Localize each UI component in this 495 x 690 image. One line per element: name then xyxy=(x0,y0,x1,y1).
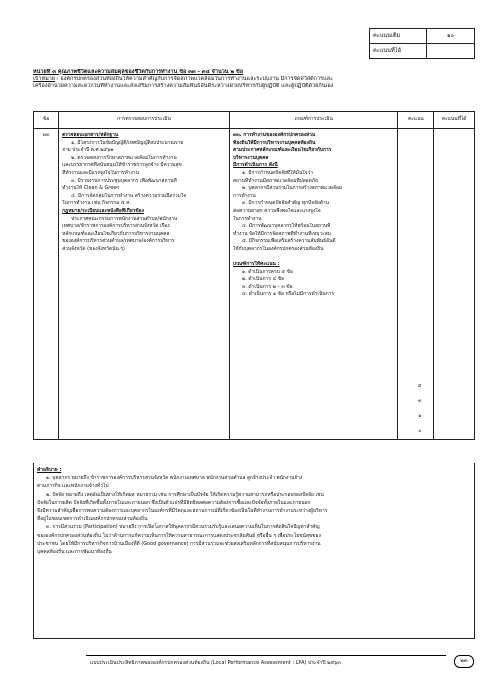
level-score: ๓ xyxy=(417,398,422,404)
criteria-line: ๕. มีกิจกรรมเพื่อเสริมสร้างความสัมพันธ์อันดี xyxy=(241,238,336,245)
issue-line: ๒. ตรวจสอบการรักษาสภาพแวดล้อมในการทำงาน xyxy=(71,154,177,161)
header-obtained: คะแนนที่ได้ xyxy=(434,112,475,129)
obtained-score-value xyxy=(427,44,475,59)
issue-line: ๔. มีการจัดกลุ่มในการทำงาน สร้างความร่วมมือร่วมใจ xyxy=(71,192,187,199)
issue-line: ๓. มีรายงานการประชุมบุคลากร เพื่อพัฒนาสถานที่ xyxy=(71,177,177,184)
table-header-row xyxy=(34,112,475,129)
criteria-line: ในการทำงาน xyxy=(232,215,262,222)
page-number: ๒๓ xyxy=(454,655,474,668)
criteria-title: บริหารงานบุคคล xyxy=(232,154,269,161)
header-issue: การตรวจสอบการประเมิน xyxy=(59,112,230,129)
criteria-line: ทำงาน จัดให้มีการจัดสภาพที่ทำงานที่เหมาะสม xyxy=(232,230,332,237)
issue-line: ในการทำงาน เช่น กิจกรรม ๕ ส. xyxy=(62,200,131,207)
level-label: ๔. ดำเนินการ ๑ ข้อ หรือไม่มีการดำเนินการ xyxy=(241,291,335,298)
unit-title: หน่วยที่ ๓ คุณภาพชีวิตและความสมดุลของชีวิตกับการทำงาน ข้อ ๓๓ - ๓๔ จำนวน ๒ ข้อ xyxy=(33,69,244,75)
goal-label: เป้าหมาย xyxy=(33,76,56,83)
obtained-score-row xyxy=(370,44,475,59)
level-label: ๑. ดำเนินการครบ ๕ ข้อ xyxy=(241,268,293,275)
definition-line: ที่อยู่ในขอบเขตการดำเนินองค์กรปกครองส่วนท้องถิ่น xyxy=(37,516,148,523)
criteria-line: การทำงาน xyxy=(232,192,256,199)
definition-line: ปัจจัยในการผลิต ปัจจัยที่เกิดขึ้นทั้งภายในและภายนอก ซึ่งเป็นตัวแปรที่มีอิทธิพลต่อความต้องการซื้อและปัจจัยทั้งภายในและภายนอก xyxy=(37,499,311,506)
evidence-heading: ตรวจสอบเอกสาร/หลักฐาน xyxy=(62,132,119,138)
criteria-title: ท้องถิ่นให้มีการบริหารงานบุคคลท้องถิ่น xyxy=(232,139,316,146)
issue-line: ที่ทำงานและมีแรงจูงใจในการทำงาน xyxy=(62,169,139,176)
issue-line: ๑. มีโครงการในข้อบัญญัติ/เทศบัญญัติงบประมาณราย xyxy=(71,139,184,146)
header-no: ข้อ xyxy=(34,112,59,129)
issue-line: จ่าย ประจำปี พ.ศ.๒๕๖๒ xyxy=(62,147,114,154)
level-label: ๒. ดำเนินการ ๔ ข้อ xyxy=(241,276,285,283)
criteria-line: ต่อความผาสุก ความพึงพอใจและแรงจูงใจ xyxy=(232,207,321,214)
score-cell xyxy=(398,129,434,440)
criteria-line: ๒. บุคลากรมีส่วนร่วมในการสร้างสภาพแวดล้อม xyxy=(241,185,343,192)
definitions-box xyxy=(33,463,475,639)
criteria-line: ๔. มีการพัฒนาบุคลากรให้พร้อมในสถานที่ xyxy=(241,223,331,230)
goal-text-line-2: เครื่องอำนวยความสะดวกในที่ทำงานและส่งเสริมการสร้างความสัมพันธ์อันดีระหว่างฝ่ายบริหารกับผู้ปฏิบัติ และผู้ปฏิบัติด้วยกันเอง xyxy=(33,83,334,90)
issue-line: เทศบาล/ข้าราชการองค์การบริหารส่วนจังหวัด เรื่อง xyxy=(62,223,170,230)
footer-text: แบบประเมินประสิทธิภาพขององค์กรปกครองส่วนท้องถิ่น (Local Performance Assessment : LPA) ประจำปี ๒๕๖๓ xyxy=(90,660,341,666)
definition-line: ตามภารกิจ และพนักงานจ้างทั่วไป xyxy=(37,483,109,490)
issue-line: หลักเกณฑ์และเงื่อนไขเกี่ยวกับการบริหารงานบุคคล xyxy=(62,230,170,237)
criteria-title: ๓๓. การทำงานขององค์กรปกครองส่วน xyxy=(232,132,316,138)
criteria-line: ให้กับบุคลากรในองค์กรปกครองส่วนท้องถิ่น xyxy=(232,245,324,252)
score-box xyxy=(369,28,475,59)
full-score-label: คะแนนเต็ม xyxy=(370,29,427,44)
header-criteria: เกณฑ์การประเมิน xyxy=(229,112,398,129)
section-heading xyxy=(33,69,475,91)
table-row xyxy=(34,129,475,440)
full-score-row xyxy=(370,29,475,44)
row-number: ๓๓ xyxy=(34,129,59,440)
issue-line: และบรรยากาศที่สนับสนุนให้ข้าราชการลูกจ้าง มีความสุข xyxy=(62,162,182,169)
page-footer xyxy=(86,655,476,669)
law-heading: กฎหมาย/ระเบียบและหนังสือที่เกี่ยวข้อง xyxy=(62,207,144,214)
criteria-line: สถานที่ทำงานมีสภาพแวดล้อมที่ปลอดภัย xyxy=(232,177,318,184)
criteria-subheading: มีการดำเนินการ ดังนี้ xyxy=(232,162,278,169)
issue-line: ทำงานให้ Clean & Green xyxy=(62,185,120,192)
criteria-line: ๓. มีการกำหนดปัจจัยสำคัญ ทุกปัจจัยด้าน xyxy=(241,200,330,207)
header-score: คะแนน xyxy=(398,112,434,129)
definition-line: จึงมีความสำคัญเพื่อการพบความต้องการและบุคลากรในองค์กรที่มีวัตถุและสถานการณ์ที่เกี่ยวข้องเป็นในที่ทำงานการทำงานระหว่างผู้บริหาร xyxy=(37,508,328,515)
issue-line: ขององค์การบริหารส่วนตำบล/เทศบาล/องค์การบริหาร xyxy=(62,238,175,245)
levels-title: เกณฑ์การให้คะแนน : xyxy=(232,261,280,268)
criteria-title: ตามประกาศหลักเกณฑ์และเงื่อนไขเกี่ยวกับการ xyxy=(232,147,332,154)
obtained-score-label: คะแนนที่ได้ xyxy=(370,44,427,59)
definition-line: ๓. การมีส่วนร่วม (Participation) หมายถึง การเปิดโอกาสให้บุคลากรมีส่วนร่วมรับรู้และเสนอความเห็นในการตัดสินใจปัญหาสำคัญ xyxy=(46,524,320,531)
level-score: ๕ xyxy=(417,383,422,389)
definitions-title: คำอธิบาย : xyxy=(37,467,62,473)
criteria-cell xyxy=(229,129,398,440)
level-score: ๑ xyxy=(418,413,422,419)
issue-line: ส่วนจังหวัด (ของจังหวัดนั้น ๆ) xyxy=(62,245,125,252)
footer-rule xyxy=(86,655,446,656)
criteria-line: ๑. มีการกำหนดปัจจัยที่ให้มั่นใจว่า xyxy=(241,169,314,176)
obtained-cell xyxy=(434,129,475,440)
definition-line: ขององค์กรปกครองส่วนท้องถิ่น ไม่ว่าด้านการแก้ความเห็นการให้ความสาธารณะการแสดงประชาสัมพันธ์ หรืออื่น ๆ เพื่อประโยชน์สุขของ xyxy=(37,532,321,539)
assessment-table xyxy=(33,111,475,440)
issue-cell xyxy=(59,129,230,440)
level-score: ๐ xyxy=(418,428,422,434)
issue-line: ประกาศคณะกรรมการพนักงานส่วนตำบล/พนักงาน xyxy=(71,215,178,222)
goal-text-line-1: : องค์กรปกครองส่วนท้องถิ่นให้ความสำคัญกับการจัดสภาพแวดล้อมในการทำงานและระบบงาน มีการจัดสวัสดิการและ xyxy=(55,76,333,83)
definition-line: บุคคลท้องถิ่น และการพัฒนาท้องถิ่น xyxy=(37,549,112,556)
full-score-value: ๑๐ xyxy=(427,29,475,44)
definition-line: ๒. ปัจจัย หมายถึง เหตุอันเป็นทางให้เกิดผล หมายรวม เช่น การศึกษาเป็นปัจจัย ให้เกิดความรู้ความสามารถหรือประกอบของปัจจัย เช่น xyxy=(46,491,324,498)
spacer xyxy=(233,254,395,262)
definition-line: ประชาชน โดยให้มีการบริหารกิจการบ้านเมืองที่ดี (Good governance) การมีส่วนร่วมจะช่วยส่งเสริมหลักการที่สนับสนุนการบริหารงาน xyxy=(37,540,321,547)
definition-line: ๑. บุคลากร หมายถึง ข้าราชการองค์การบริหารส่วนจังหวัด พนักงานเทศบาล พนักงานส่วนตำบล ลูกจ้างประจำ พนักงานจ้าง xyxy=(46,475,303,482)
level-label: ๓. ดำเนินการ ๒ – ๓ ข้อ xyxy=(241,283,293,290)
